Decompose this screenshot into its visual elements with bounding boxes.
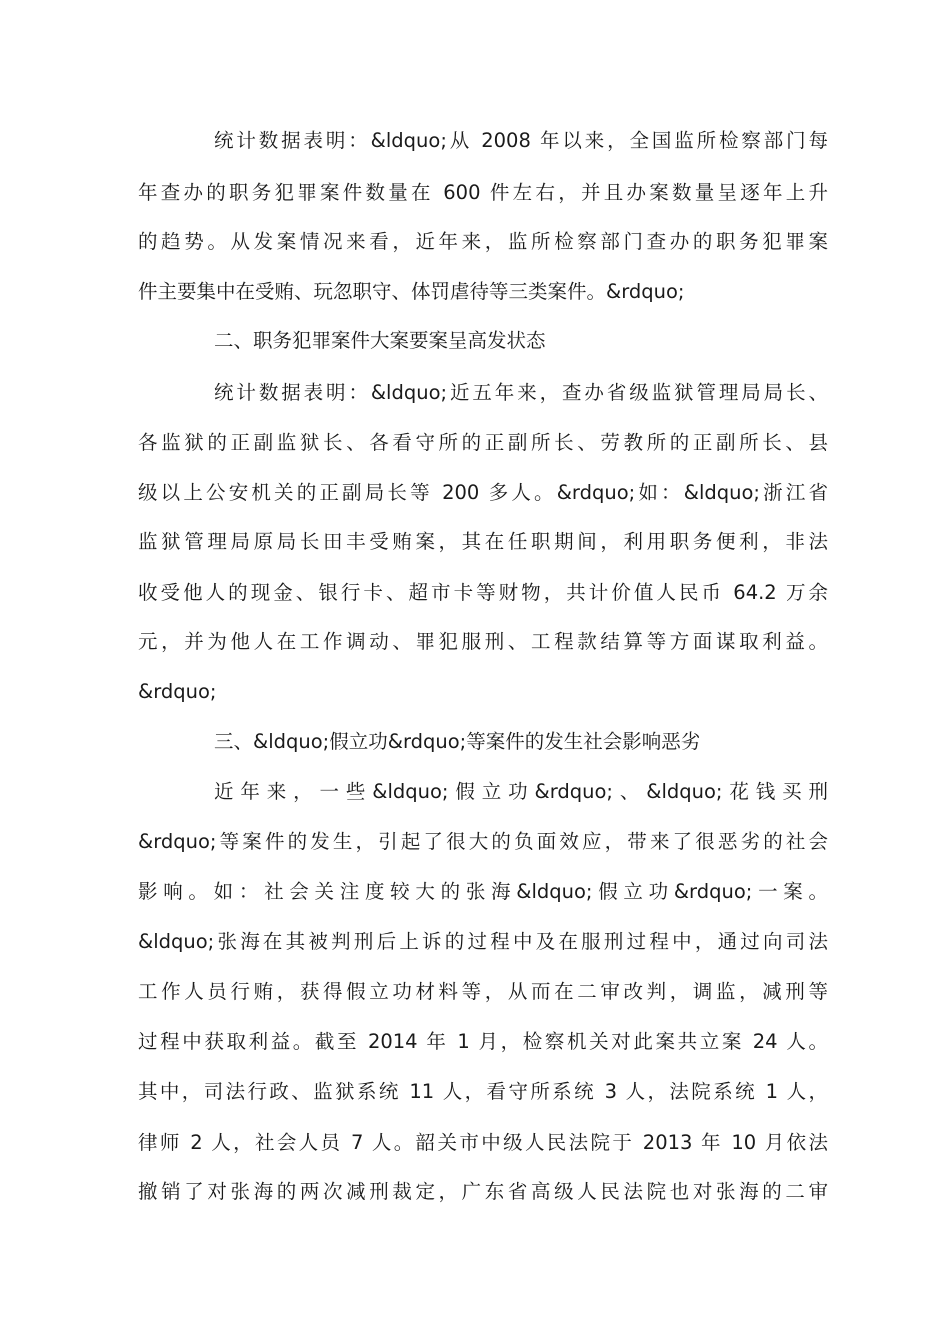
paragraph-line: &rdquo;等案件的发生，引起了很大的负面效应，带来了很恶劣的社会 — [138, 830, 828, 853]
paragraph-line: 收受他人的现金、银行卡、超市卡等财物，共计价值人民币 64.2 万余 — [138, 581, 828, 604]
paragraph-line: 件主要集中在受贿、玩忽职守、体罚虐待等三类案件。&rdquo; — [138, 280, 685, 303]
paragraph-line: 监狱管理局原局长田丰受贿案，其在任职期间，利用职务便利，非法 — [138, 530, 828, 553]
paragraph-line: 各监狱的正副监狱长、各看守所的正副所长、劳教所的正副所长、县 — [138, 431, 828, 454]
section-heading: 三、&ldquo;假立功&rdquo;等案件的发生社会影响恶劣 — [214, 730, 701, 753]
paragraph-line: 过程中获取利益。截至 2014 年 1 月，检察机关对此案共立案 24 人。 — [138, 1030, 828, 1053]
paragraph-line: 影响。如：社会关注度较大的张海&ldquo;假立功&rdquo;一案。 — [138, 880, 828, 903]
paragraph-line: &rdquo; — [138, 680, 217, 703]
paragraph-line: 近年来，一些&ldquo;假立功&rdquo;、&ldquo;花钱买刑 — [214, 780, 828, 803]
paragraph-line: 工作人员行贿，获得假立功材料等，从而在二审改判，调监，减刑等 — [138, 980, 828, 1003]
paragraph-line: 律师 2 人，社会人员 7 人。韶关市中级人民法院于 2013 年 10 月依法 — [138, 1131, 828, 1154]
paragraph-line: 的趋势。从发案情况来看，近年来，监所检察部门查办的职务犯罪案 — [138, 230, 828, 253]
paragraph-line: 元，并为他人在工作调动、罪犯服刑、工程款结算等方面谋取利益。 — [138, 630, 828, 653]
paragraph-line: 年查办的职务犯罪案件数量在 600 件左右，并且办案数量呈逐年上升 — [138, 181, 828, 204]
paragraph-line: 统计数据表明：&ldquo;从 2008 年以来，全国监所检察部门每 — [214, 129, 828, 152]
paragraph-line: 其中，司法行政、监狱系统 11 人，看守所系统 3 人，法院系统 1 人， — [138, 1080, 828, 1103]
section-heading: 二、职务犯罪案件大案要案呈高发状态 — [214, 329, 546, 352]
paragraph-line: 撤销了对张海的两次减刑裁定，广东省高级人民法院也对张海的二审 — [138, 1180, 828, 1203]
paragraph-line: &ldquo;张海在其被判刑后上诉的过程中及在服刑过程中，通过向司法 — [138, 930, 828, 953]
paragraph-line: 统计数据表明：&ldquo;近五年来，查办省级监狱管理局局长、 — [214, 381, 828, 404]
paragraph-line: 级以上公安机关的正副局长等 200 多人。&rdquo;如：&ldquo;浙江省 — [138, 481, 828, 504]
